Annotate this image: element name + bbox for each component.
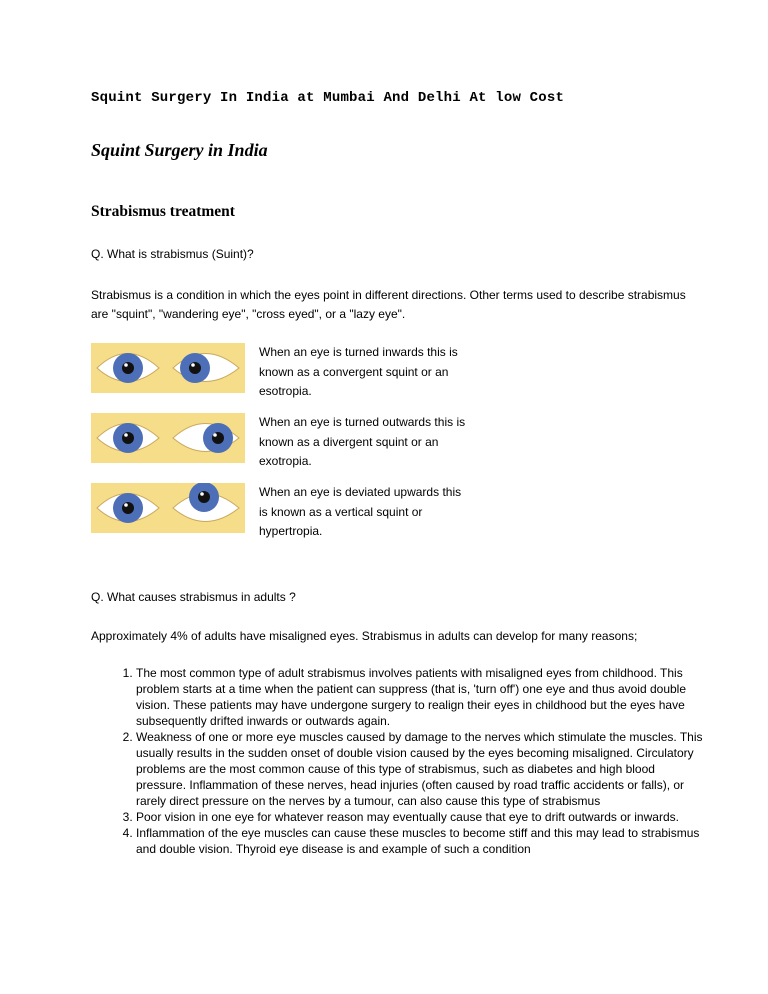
question-what-is-strabismus: Q. What is strabismus (Suint)?: [91, 247, 254, 261]
divergent-squint-caption: When an eye is turned outwards this is known as a divergent squint or an exotropia.: [259, 415, 466, 468]
convergent-squint-caption: When an eye is turned inwards this is known as a convergent squint or an esotropia.: [259, 345, 458, 398]
sub-heading: Strabismus treatment: [91, 203, 235, 220]
causes-intro-paragraph: Approximately 4% of adults have misaligned eyes. Strabismus in adults can develop for many reasons;: [91, 629, 638, 643]
causes-list: [91, 665, 706, 857]
list-item: 4. Inflammation of the eye muscles can cause these muscles to become stiff and this may lead to strabismus and double vision. Thyroid eye disease is and example of such a condition: [136, 825, 706, 857]
list-item: 3. Poor vision in one eye for whatever reason may eventually cause that eye to drift outwards or inwards.: [136, 809, 706, 825]
divergent-squint-eyes-icon: [91, 413, 245, 463]
list-item: 1. The most common type of adult strabismus involves patients with misaligned eyes from childhood. This problem starts at a time when the patient can suppress (that is, 'turn off') one eye and thus avoid double vision. These patients may have undergone surgery to realign their eyes in childhood but the eyes have subsequently drifted inwards or outwards again.: [136, 665, 706, 729]
vertical-squint-eyes-icon: [91, 483, 245, 533]
strabismus-intro-paragraph: Strabismus is a condition in which the eyes point in different directions. Other terms used to describe strabismus are "squint", "wandering eye", "cross eyed", or a "lazy eye".: [91, 288, 686, 321]
vertical-squint-caption: When an eye is deviated upwards this is known as a vertical squint or hypertropia.: [259, 485, 462, 538]
list-item: 2. Weakness of one or more eye muscles caused by damage to the nerves which stimulate the muscles. This usually results in the sudden onset of double vision caused by the eyes becoming misaligned. Circulatory problems are the most common cause of this type of strabismus, such as diabetes and high blood pressure. Inflammation of these nerves, head injuries (often caused by road traffic accidents or falls), or rarely direct pressure on the nerves by a tumour, can also cause this type of strabismus: [136, 729, 706, 809]
section-heading: Squint Surgery in India: [91, 140, 268, 160]
question-causes-in-adults: Q. What causes strabismus in adults ?: [91, 590, 296, 604]
document-title: Squint Surgery In India at Mumbai And Delhi At low Cost: [91, 90, 565, 106]
convergent-squint-eyes-icon: [91, 343, 245, 393]
